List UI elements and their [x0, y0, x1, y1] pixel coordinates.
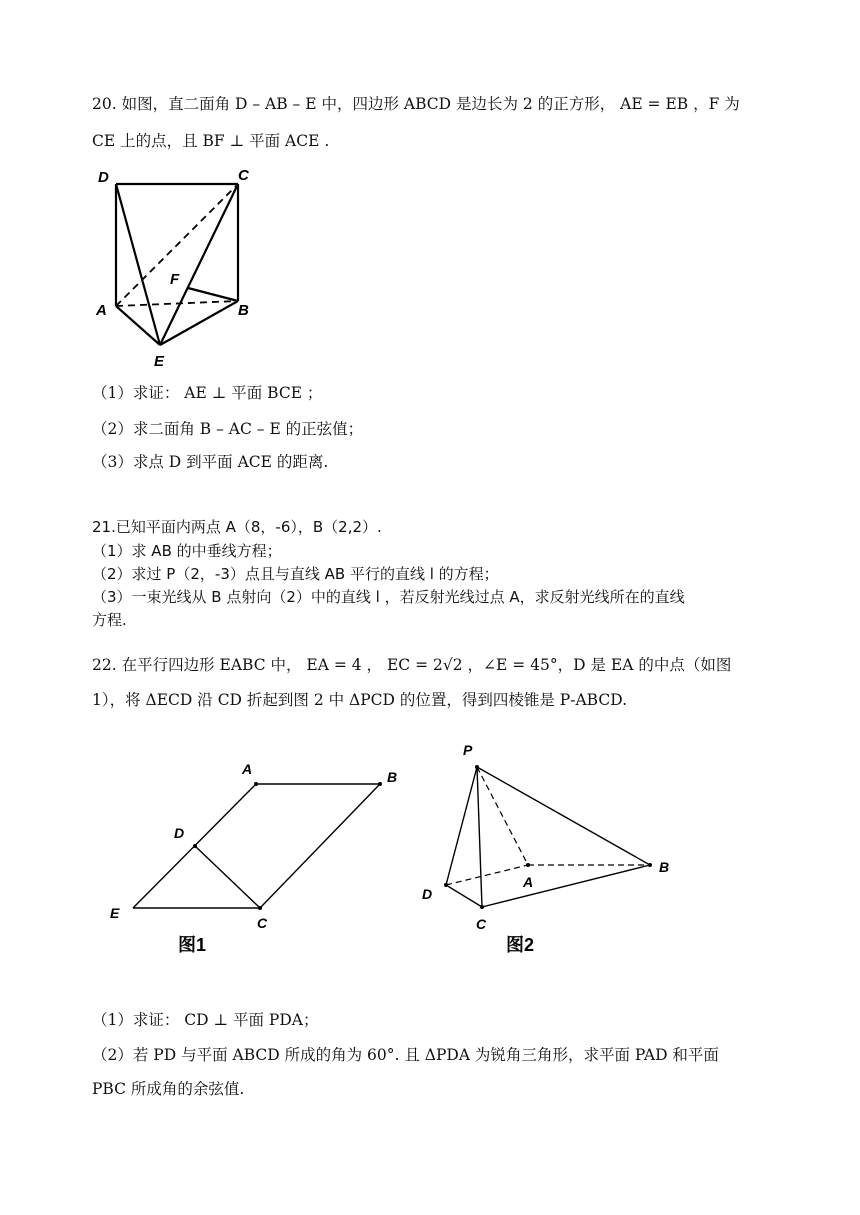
- q21-part-3: （3）一束光线从 B 点射向（2）中的直线 l ，若反射光线过点 A，求反射光线所在的直线: [92, 588, 685, 606]
- point-A: [526, 863, 530, 867]
- q22-line-2: 1），将 ΔECD 沿 CD 折起到图 2 中 ΔPCD 的位置，得到四棱锥是 P‐ABCD.: [92, 691, 628, 709]
- label-F: F: [170, 271, 180, 288]
- edge-BC: [260, 784, 380, 908]
- q21-line-1: 21.已知平面内两点 A（8，-6），B（2,2）.: [92, 518, 382, 536]
- label-C: C: [238, 167, 249, 184]
- edge-DE: [116, 184, 160, 345]
- edge-PC: [477, 767, 482, 907]
- point-B: [378, 782, 382, 786]
- point-A: [254, 782, 258, 786]
- q21-part-1: （1）求 AB 的中垂线方程；: [92, 542, 282, 560]
- point-C: [480, 905, 484, 909]
- edge-DA-dashed: [446, 865, 528, 885]
- q22-figure-2: [410, 735, 690, 965]
- q20-line-1: 20. 如图，直二面角 D – AB – E 中，四边形 ABCD 是边长为 2 的正方形， AE = EB ，F 为: [92, 95, 740, 113]
- edge-AB-dashed: [116, 301, 238, 306]
- edge-FB: [188, 288, 238, 301]
- fig1-label-C: C: [257, 915, 268, 931]
- edge-DC: [446, 885, 482, 907]
- q21-part-2: （2）求过 P（2，-3）点且与直线 AB 平行的直线 l 的方程；: [92, 565, 499, 583]
- label-E: E: [154, 353, 165, 370]
- edge-CB: [482, 865, 650, 907]
- q22-part-2: （2）若 PD 与平面 ABCD 所成的角为 60°. 且 ΔPDA 为锐角三角形，求平面 PAD 和平面: [92, 1046, 719, 1064]
- q20-part-3: （3）求点 D 到平面 ACE 的距离.: [92, 453, 329, 471]
- edge-CE: [160, 184, 238, 345]
- fig2-label-A: A: [523, 874, 534, 890]
- point-B: [648, 863, 652, 867]
- fig2-label-P: P: [463, 742, 473, 758]
- fig1-caption: 图1: [178, 935, 207, 955]
- fig1-label-A: A: [242, 761, 253, 777]
- fig1-label-E: E: [110, 905, 120, 921]
- point-C: [258, 906, 262, 910]
- fig2-caption: 图2: [506, 935, 535, 955]
- fig1-label-B: B: [387, 769, 398, 785]
- q21-part-3-cont: 方程.: [92, 611, 127, 629]
- fig2-label-D: D: [422, 886, 433, 902]
- edge-PD: [446, 767, 477, 885]
- fig2-label-B: B: [659, 859, 670, 875]
- q20-figure: [88, 160, 263, 375]
- edge-DC: [195, 846, 260, 908]
- point-D: [444, 883, 448, 887]
- q22-figure-1: [100, 750, 410, 965]
- q22-part-1: （1）求证： CD ⊥ 平面 PDA；: [92, 1011, 319, 1029]
- fig1-label-D: D: [174, 825, 185, 841]
- fig2-label-C: C: [476, 916, 487, 932]
- q22-line-1: 22. 在平行四边形 EABC 中， EA = 4 ， EC = 2√2 ，∠E = 45°，D 是 EA 的中点（如图: [92, 656, 732, 674]
- point-P: [475, 765, 479, 769]
- q22-part-2-cont: PBC 所成角的余弦值.: [92, 1080, 245, 1098]
- q20-line-2: CE 上的点，且 BF ⊥ 平面 ACE .: [92, 132, 330, 150]
- label-B: B: [238, 302, 249, 319]
- edge-AE: [116, 306, 160, 345]
- point-D: [193, 844, 197, 848]
- label-A: A: [96, 302, 107, 319]
- label-D: D: [98, 169, 109, 186]
- q20-part-1: （1）求证： AE ⊥ 平面 BCE ；: [92, 384, 323, 402]
- q20-part-2: （2）求二面角 B – AC – E 的正弦值；: [92, 420, 364, 438]
